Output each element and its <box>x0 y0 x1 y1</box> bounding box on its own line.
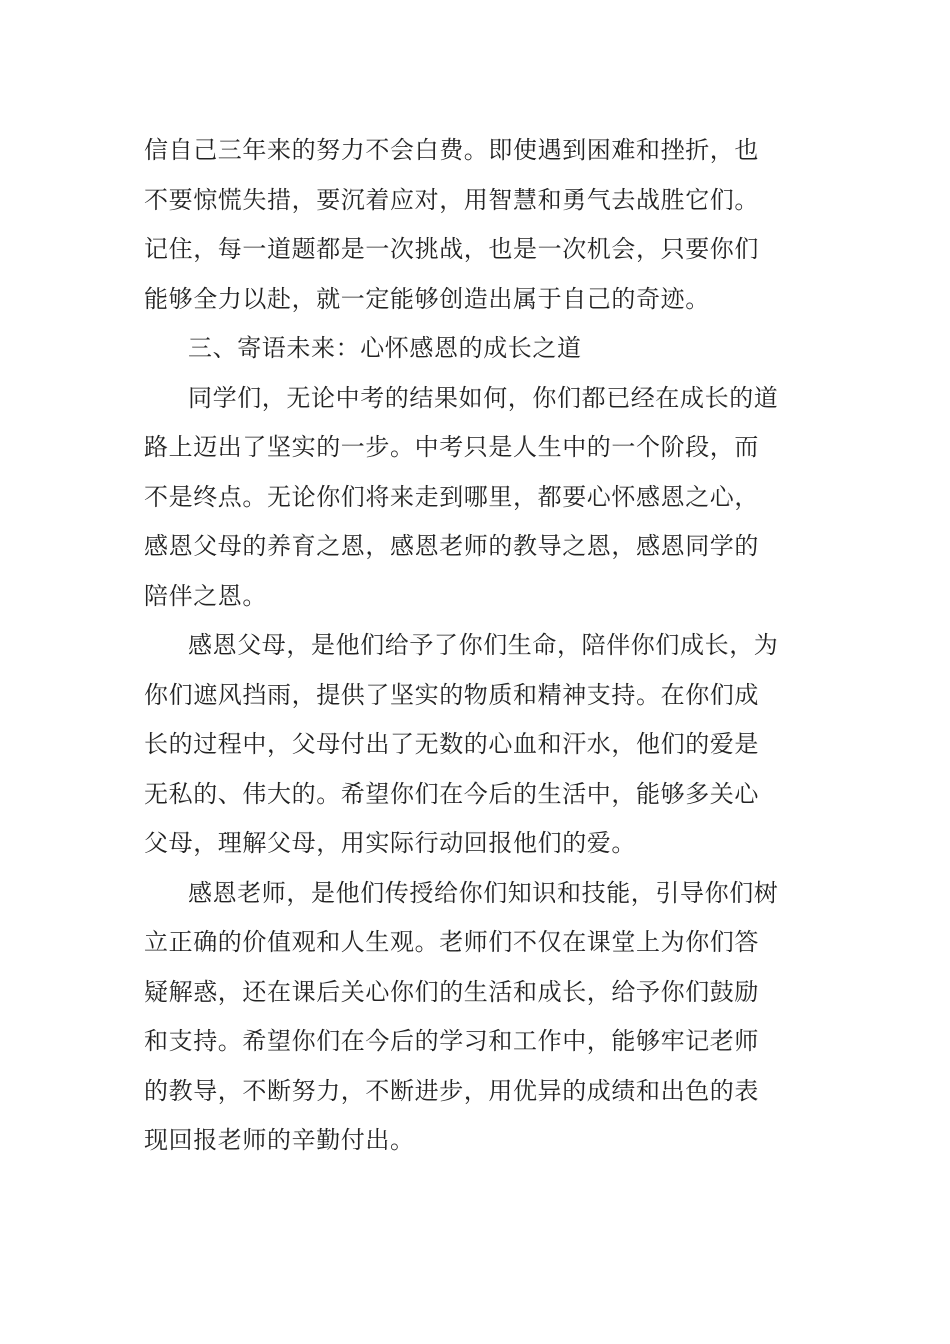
paragraph-intro: 同学们，无论中考的结果如何，你们都已经在成长的道 路上迈出了坚实的一步。中考只是人生中的一个阶段，而 不是终点。无论你们将来走到哪里，都要心怀感恩之心， 感恩父母的养育之恩，感恩老师的教导之恩，感恩同学的 陪伴之恩。 <box>144 383 779 610</box>
paragraph-parents: 感恩父母，是他们给予了你们生命，陪伴你们成长，为 你们遮风挡雨，提供了坚实的物质和精神支持。在你们成 长的过程中，父母付出了无数的心血和汗水，他们的爱是 无私的、伟大的。希望你们在今后的生活中，能够多关心 父母，理解父母，用实际行动回报他们的爱。 <box>144 631 779 857</box>
section-heading: 三、寄语未来：心怀感恩的成长之道 <box>188 334 582 362</box>
document-body <box>144 126 804 1166</box>
paragraph-continuation: 信自己三年来的努力不会白费。即使遇到困难和挫折，也 不要惊慌失措，要沉着应对，用智慧和勇气去战胜它们。 记住，每一道题都是一次挑战，也是一次机会，只要你们 能够全力以赴，就一定能够创造出属于自己的奇迹。 <box>144 136 759 313</box>
paragraph-teachers: 感恩老师，是他们传授给你们知识和技能，引导你们树 立正确的价值观和人生观。老师们不仅在课堂上为你们答 疑解惑，还在课后关心你们的生活和成长，给予你们鼓励 和支持。希望你们在今后的学习和工作中，能够牢记老师 的教导，不断努力，不断进步，用优异的成绩和出色的表 现回报老师的辛勤付出。 <box>144 878 779 1154</box>
